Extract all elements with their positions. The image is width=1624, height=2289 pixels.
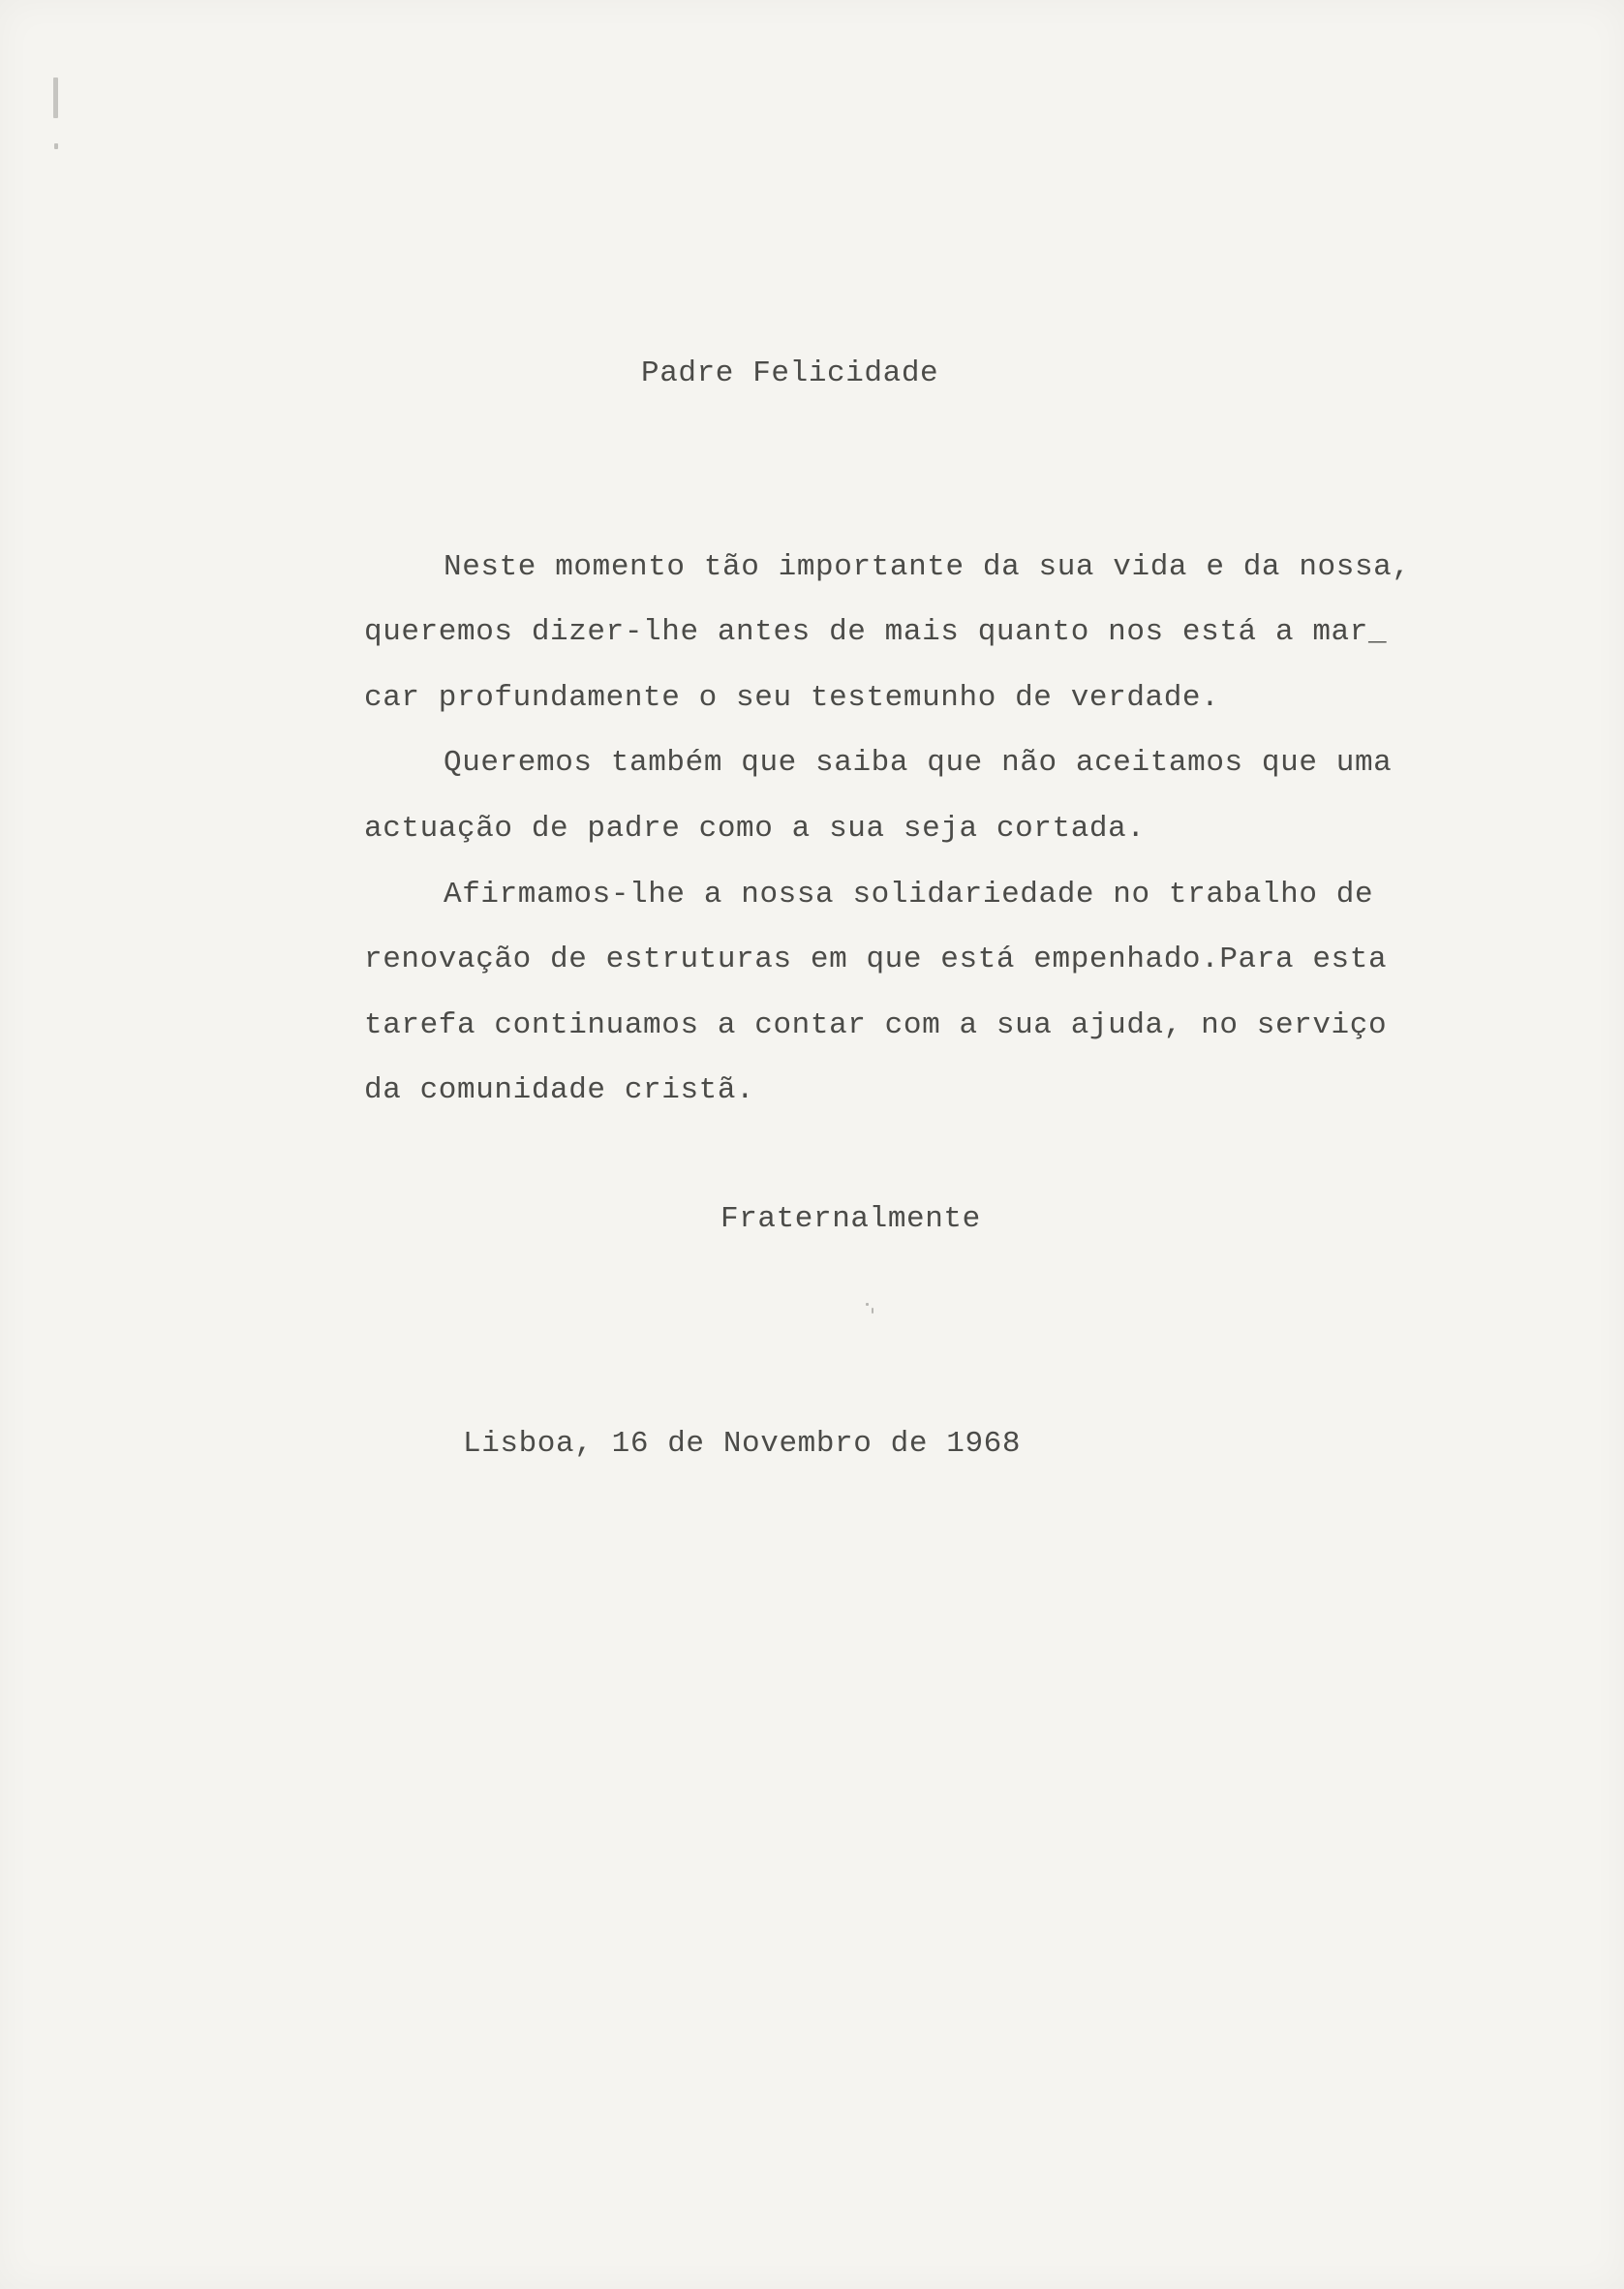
body-line: tarefa continuamos a contar com a sua ajuda, no serviço — [364, 1008, 1388, 1042]
paper-mark — [872, 1308, 873, 1314]
closing: Fraternalmente — [720, 1202, 981, 1236]
salutation: Padre Felicidade — [641, 356, 939, 390]
body-line: Queremos também que saiba que não aceitamos que uma — [444, 746, 1393, 780]
place-date: Lisboa, 16 de Novembro de 1968 — [463, 1427, 1022, 1461]
paper-mark — [866, 1303, 869, 1306]
body-line: car profundamente o seu testemunho de verdade. — [364, 681, 1220, 715]
body-line: da comunidade cristã. — [364, 1073, 755, 1107]
body-line: Neste momento tão importante da sua vida e da nossa, — [444, 550, 1411, 584]
body-line: queremos dizer-lhe antes de mais quanto nos está a mar_ — [364, 615, 1388, 649]
body-line: renovação de estruturas em que está empenhado.Para esta — [364, 943, 1388, 976]
body-line: actuação de padre como a sua seja cortada. — [364, 812, 1146, 846]
paper-mark — [54, 143, 58, 149]
paper-mark — [53, 77, 58, 118]
body-line: Afirmamos-lhe a nossa solidariedade no trabalho de — [444, 878, 1374, 912]
